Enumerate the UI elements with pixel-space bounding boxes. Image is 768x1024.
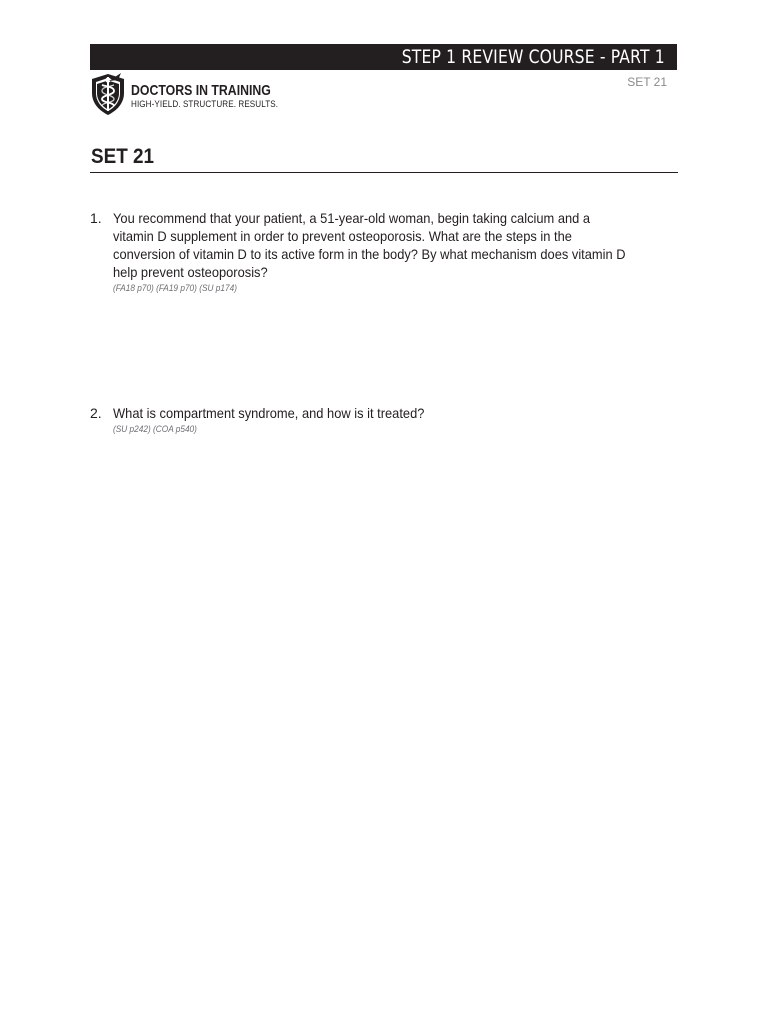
header-bar [90, 44, 677, 70]
course-title: STEP 1 REVIEW COURSE - PART 1 [401, 46, 665, 68]
question-body [113, 404, 633, 435]
question-body [113, 209, 633, 294]
question-text: You recommend that your patient, a 51-year-old woman, begin taking calcium and a vitamin D supplement in order to prevent osteoporosis. What are the steps in the conversion of vitamin D to its active form in the body? By what mechanism does vitamin D help prevent osteoporosis? [113, 210, 626, 280]
caduceus-shield-icon [88, 71, 128, 117]
question-number: 1. [90, 210, 102, 226]
page-title: SET 21 [91, 145, 155, 168]
question-number: 2. [90, 405, 102, 421]
logo-name: DOCTORS IN TRAINING [131, 82, 271, 99]
question-references: (SU p242) (COA p540) [113, 424, 197, 434]
question-text: What is compartment syndrome, and how is it treated? [113, 405, 425, 421]
set-label: SET 21 [627, 75, 667, 89]
question-references: (FA18 p70) (FA19 p70) (SU p174) [113, 283, 237, 293]
logo [88, 71, 288, 119]
logo-tagline: HIGH-YIELD. STRUCTURE. RESULTS. [131, 99, 279, 109]
title-divider [90, 172, 678, 173]
